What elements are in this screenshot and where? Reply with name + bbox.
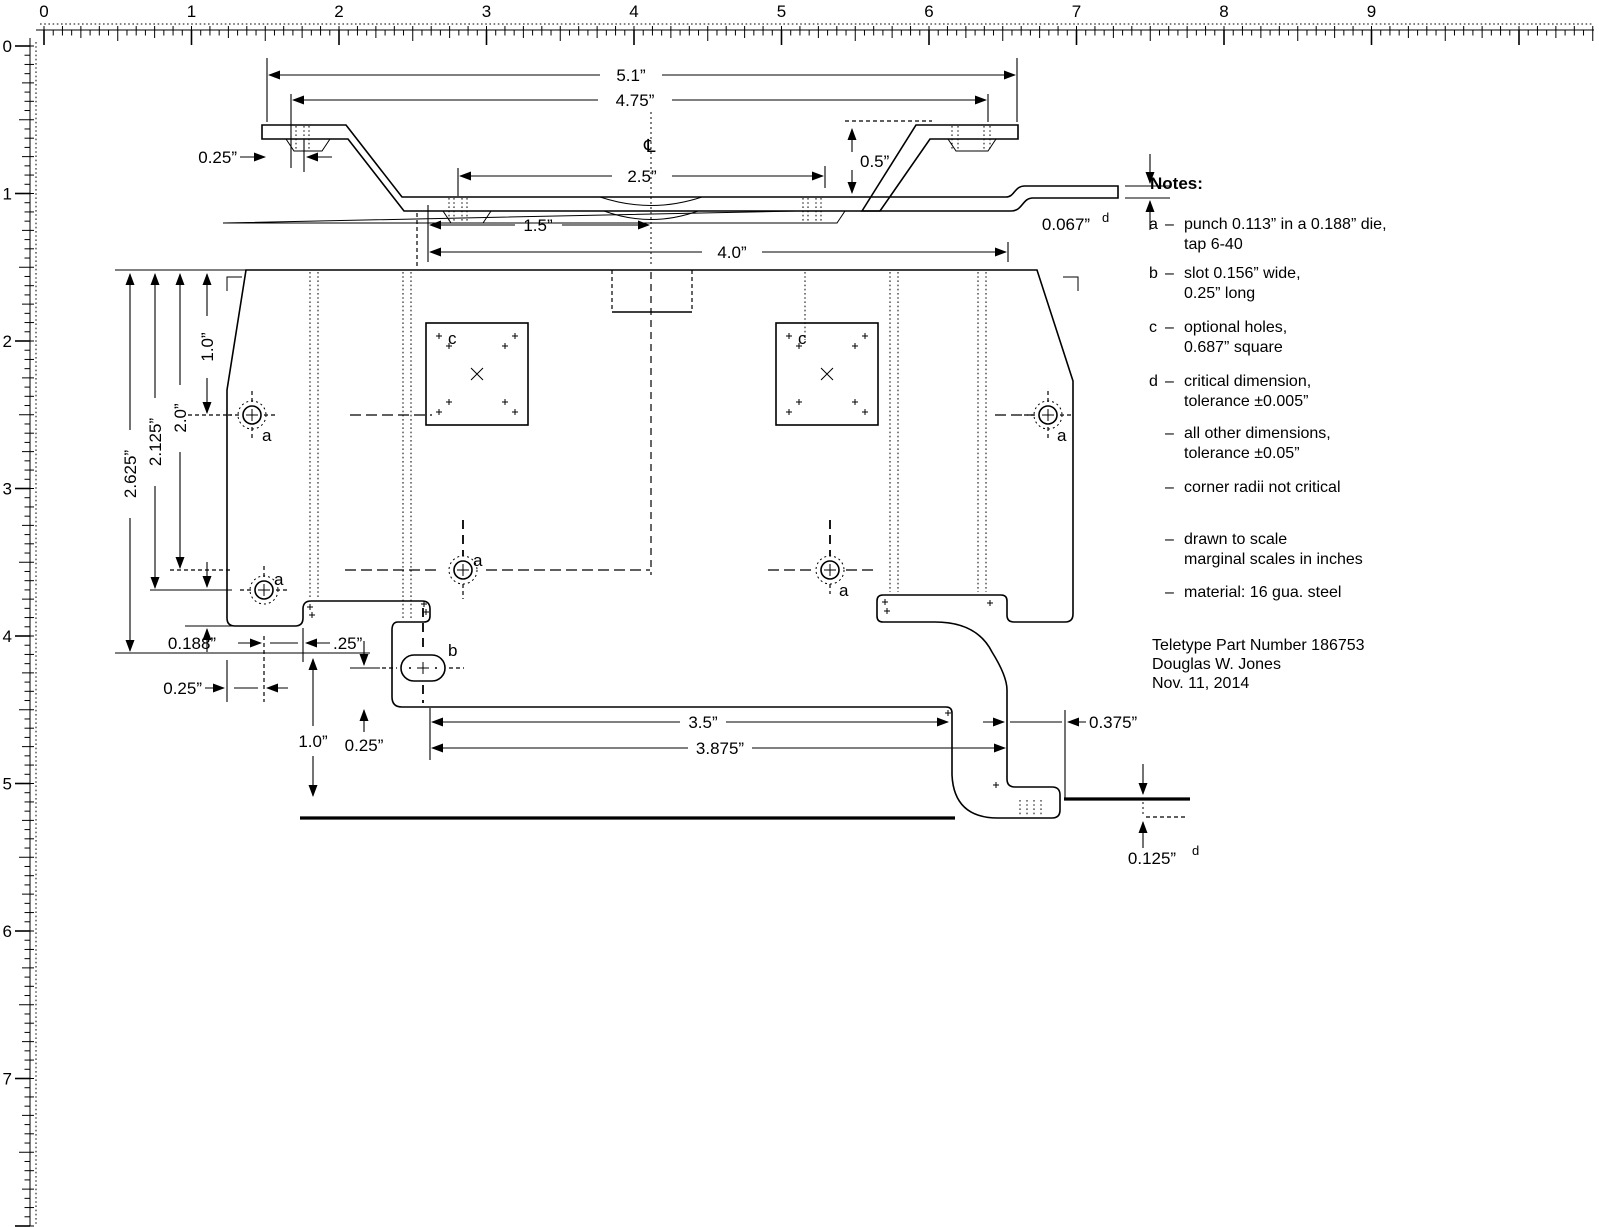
ruler-number: 2 [2,332,12,351]
top-center-cut [612,270,692,312]
hole-a-label: a [1057,426,1067,445]
dim-1-5 [428,205,649,262]
ruler-number: 3 [481,2,492,21]
part-number: Teletype Part Number 186753 [1152,637,1365,654]
dim-0-125-label: 0.125” [1127,849,1177,868]
notes-block [1149,174,1387,692]
hole-a-label: a [262,426,272,445]
notes-title: Notes: [1150,174,1203,193]
hole-a-label: a [839,581,849,600]
dim-0-25-left-label: 0.25” [163,679,202,698]
ruler-number: 7 [1071,2,1082,21]
ruler-number: 1 [2,184,12,204]
note-label: d [1149,373,1158,390]
note-text: corner radii not critical [1184,479,1341,496]
note-text: marginal scales in inches [1184,551,1363,568]
note-text: 0.25” long [1184,285,1256,302]
note-text: critical dimension, [1184,373,1312,390]
dim-0-375-label: 0.375” [1089,713,1138,732]
note-dash: – [1165,265,1174,282]
note-text: drawn to scale [1184,531,1288,548]
note-label: b [1149,265,1158,282]
ruler-number: 3 [2,479,12,499]
ruler-number: 2 [334,2,344,21]
note-item-material [1165,584,1341,601]
ruler-number: 4 [629,2,639,21]
ruler-number: 7 [2,1069,12,1089]
note-item-c [1149,319,1287,356]
title-block [1152,637,1365,692]
dim-5-1 [267,58,1017,122]
note-dash: – [1165,479,1174,496]
corner-mark-top-right [1063,277,1078,291]
note-dash: – [1165,319,1174,336]
dim-3-5-label: 3.5” [688,713,718,732]
hole-a-upper-right [1024,391,1071,445]
dim-0-5-label: 0.5” [860,152,890,171]
left-ruler-ticks [3,37,34,1226]
dim-2-5 [458,166,825,196]
note-text: 0.687” square [1184,339,1283,356]
dim-0-5 [845,121,932,193]
dim-25-bend [238,628,363,662]
dim-0-067-label: 0.067” [1041,215,1091,234]
dim-0-125-suffix: d [1192,843,1200,858]
note-text: punch 0.113” in a 0.188” die, [1184,216,1387,233]
dim-3-5 [430,708,948,760]
note-dash: – [1165,531,1174,548]
ruler-number: 8 [1219,2,1229,21]
hole-a-mid-right [816,520,849,600]
date: Nov. 11, 2014 [1152,675,1250,692]
centerline-symbol: ℄ [644,136,656,156]
note-text: material: 16 gua. steel [1184,584,1342,601]
ruler-number: 4 [2,627,12,646]
dim-0-125 [1128,764,1199,868]
dim-2-625-label: 2.625” [121,449,140,499]
dim-3-875-label: 3.875” [695,739,745,758]
dim-2-125-label: 2.125” [146,417,165,467]
dim-1-5-label: 1.5” [523,216,553,235]
note-text: slot 0.156” wide, [1184,265,1301,282]
dim-2-5-label: 2.5” [627,167,657,186]
note-text: tap 6-40 [1184,236,1243,253]
dim-0-375 [983,710,1138,798]
ruler-number: 9 [1366,2,1377,21]
flat-pattern-view [115,270,1199,868]
note-text: optional holes, [1184,319,1288,336]
note-text: tolerance ±0.005” [1184,393,1309,410]
profile-view [198,58,1170,266]
square-c-right-label: c [798,329,807,348]
author: Douglas W. Jones [1152,656,1281,673]
dim-0-25-profile [198,140,332,172]
dim-1-0-label: 1.0” [198,332,217,362]
slot-b-label: b [448,641,458,660]
ruler-number: 0 [2,37,12,56]
dim-4-0-label: 4.0” [717,243,747,262]
dim-1-0-bottom [298,659,328,796]
hole-a-lower-left [240,566,288,604]
left-dim-chain [115,270,370,653]
dim-0-25-slot [345,641,384,755]
dim-2-0-label: 2.0” [171,403,190,433]
square-hole-c-right [776,323,878,425]
dim-4-0 [430,242,1008,262]
hole-a-mid-left [449,520,483,599]
hole-a-label: a [473,551,483,570]
ruler-number: 1 [186,2,197,21]
note-dash: – [1165,216,1174,233]
dim-0-25-profile-label: 0.25” [198,148,237,167]
hole-a-upper-left [228,391,276,445]
ruler-number: 5 [776,2,787,21]
dim-4-75-label: 4.75” [615,91,655,110]
top-ruler [36,2,1594,45]
corner-mark-top-left [227,277,242,291]
note-item-tolerance [1165,425,1331,462]
ruler-number: 5 [2,774,12,794]
dim-3-875 [432,739,1005,758]
note-dash: – [1165,425,1174,442]
profile-lance-tab [948,139,996,151]
note-dash: – [1165,373,1174,390]
note-item-b [1149,265,1301,302]
bend-lines [310,272,986,620]
dim-0-188-label: 0.188” [167,634,217,653]
reference-rows [345,415,1034,570]
note-item-radii [1165,479,1341,496]
ruler-number: 6 [924,2,934,21]
profile-strip-outline [262,125,1118,211]
dim-25-bend-label: .25” [333,634,363,653]
dim-0-067-suffix: d [1102,210,1110,225]
ruler-number: 6 [2,922,12,941]
note-item-a [1149,216,1387,253]
ruler-number: 0 [39,2,49,21]
dim-0-188 [168,562,232,653]
note-item-scale [1165,531,1363,568]
hole-a-label: a [274,570,284,589]
dim-5-1-label: 5.1” [616,66,646,85]
witness-marks [307,599,999,788]
note-label: c [1149,319,1157,336]
dim-1-0-bottom-label: 1.0” [298,732,328,751]
left-ruler [3,37,36,1226]
note-label: a [1149,216,1158,233]
square-c-left-label: c [448,329,457,348]
square-hole-c-left [426,323,528,425]
profile-lance-mid [443,211,491,223]
note-text: all other dimensions, [1184,425,1331,442]
note-item-d [1149,373,1311,410]
note-text: tolerance ±0.05” [1184,445,1300,462]
foot-bend-hatch [1020,800,1041,816]
note-dash: – [1165,584,1174,601]
profile-lance-left [286,139,330,151]
dim-0-25-slot-label: 0.25” [344,736,384,755]
